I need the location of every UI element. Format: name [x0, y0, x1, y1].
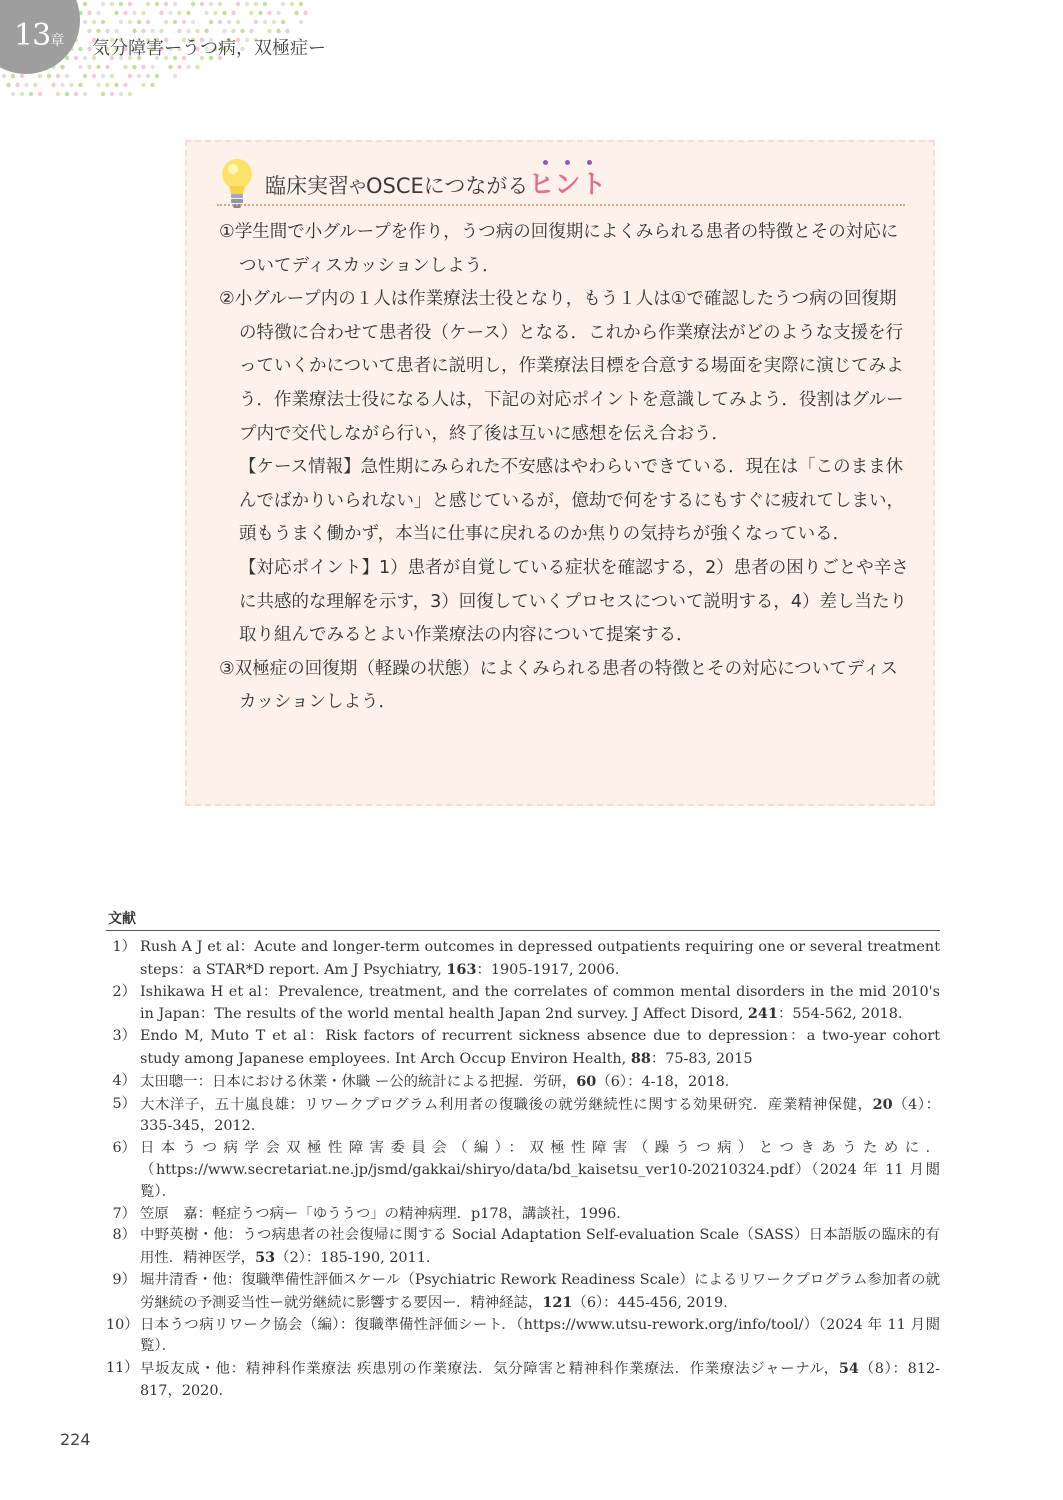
decor-dot — [173, 2, 177, 6]
reference-item — [106, 1358, 940, 1403]
decor-dot — [128, 20, 132, 24]
decor-dot — [290, 2, 294, 6]
chapter-kanji: 章 — [50, 33, 65, 49]
decor-dot — [173, 74, 177, 78]
decor-dot — [119, 20, 123, 24]
decor-dot — [236, 20, 240, 24]
decor-dot — [141, 29, 145, 33]
reference-pages: （6）：445-456, 2019. — [572, 1294, 728, 1311]
decor-dot — [105, 83, 109, 87]
decor-dot — [96, 65, 100, 69]
reference-number: 10） — [106, 1316, 139, 1333]
reference-item — [106, 1270, 940, 1315]
decor-dot — [182, 20, 186, 24]
decor-dot — [294, 11, 298, 15]
hint-body — [219, 216, 909, 720]
decor-dot — [263, 2, 267, 6]
decor-dot — [92, 74, 96, 78]
decor-dot — [101, 20, 105, 24]
decor-dot — [101, 2, 105, 6]
reference-item — [106, 1094, 940, 1139]
decor-dot — [96, 11, 100, 15]
decor-dot — [213, 11, 217, 15]
decor-dot — [141, 11, 145, 15]
decor-dot — [159, 11, 163, 15]
hint-title-particle: や — [349, 178, 366, 198]
reference-pages: （2）：185-190, 2011. — [275, 1250, 431, 1267]
decor-dot — [33, 83, 37, 87]
decor-dot — [146, 2, 150, 6]
decor-dot — [123, 83, 127, 87]
reference-pages: （6）：4-18，2018． — [596, 1073, 740, 1090]
decor-dot — [141, 65, 145, 69]
hint-divider — [217, 204, 905, 206]
decor-dot — [258, 11, 262, 15]
decor-dot — [87, 65, 91, 69]
decor-dot — [96, 83, 100, 87]
reference-text: Rush A J et al：Acute and longer-term outcomes in depressed outpatients requiring one or several treatment steps：a STAR*D report. Am J Psychiatry, — [140, 939, 940, 978]
decor-dot — [60, 83, 64, 87]
decor-dot — [168, 11, 172, 15]
reference-number: 7） — [112, 1205, 136, 1222]
decor-dot — [128, 2, 132, 6]
decor-dot — [87, 11, 91, 15]
decor-dot — [78, 65, 82, 69]
decor-dot — [132, 11, 136, 15]
decor-dot — [83, 56, 87, 60]
reference-item — [106, 1026, 940, 1071]
case-info: 【ケース情報】急性期にみられた不安感はやわらいできている．現在は「このまま休んでばかりいられない」と感じているが，億劫で何をするにもすぐに疲れてしまい，頭もうまく働かず，本当に仕事に戻れるのか焦りの気持ちが強くなっている． — [239, 457, 904, 545]
decor-dot — [110, 92, 114, 96]
decor-dot — [38, 92, 42, 96]
reference-number: 9） — [112, 1271, 136, 1288]
decor-dot — [186, 29, 190, 33]
hint-title-middle: OSCEにつながる — [366, 174, 529, 198]
chapter-label — [14, 18, 64, 53]
decor-dot — [24, 83, 28, 87]
decor-dot — [20, 74, 24, 78]
reference-pages: ：1905-1917, 2006. — [476, 961, 620, 978]
hint-item-1: ①学生間で小グループを作り，うつ病の回復期によくみられる患者の特徴とその対応についてディスカッションしよう． — [219, 222, 899, 276]
decor-dot — [11, 92, 15, 96]
reference-volume: 20 — [872, 1095, 893, 1113]
decor-dot — [186, 11, 190, 15]
decor-dot — [276, 29, 280, 33]
reference-text: 大木洋子，五十嵐良雄：リワークプログラム利用者の復職後の就労継続性に関する効果研究．産業精神保健， — [140, 1096, 873, 1113]
decor-dot — [141, 83, 145, 87]
decor-dot — [60, 65, 64, 69]
reference-item — [106, 1071, 940, 1094]
hint-title-emphasis-text: ヒント — [528, 170, 607, 200]
decor-dot — [83, 20, 87, 24]
decor-dot — [74, 92, 78, 96]
reference-pages: ：75-83, 2015 — [650, 1050, 753, 1067]
decor-dot — [227, 20, 231, 24]
decor-dot — [20, 92, 24, 96]
decor-dot — [236, 2, 240, 6]
reference-item — [106, 982, 940, 1027]
reference-number: 11） — [106, 1360, 139, 1377]
decor-dot — [254, 2, 258, 6]
decor-dot — [146, 20, 150, 24]
reference-number: 2） — [112, 983, 136, 1000]
running-title: 気分障害ーうつ病，双極症ー — [92, 38, 326, 59]
page-number: 224 — [60, 1430, 91, 1449]
reference-volume: 241 — [747, 1005, 778, 1023]
decor-dot — [263, 20, 267, 24]
hint-title-emphasis — [528, 170, 606, 200]
reference-number: 8） — [112, 1227, 136, 1244]
decor-dot — [155, 2, 159, 6]
decor-dot — [218, 20, 222, 24]
decor-dot — [6, 83, 10, 87]
decor-dot — [204, 11, 208, 15]
chapter-number: 13 — [14, 18, 51, 53]
decor-dot — [101, 92, 105, 96]
reference-pages: ：554-562, 2018. — [777, 1006, 903, 1023]
decor-dot — [164, 2, 168, 6]
reference-volume: 163 — [446, 960, 477, 978]
reference-volume: 88 — [630, 1049, 651, 1067]
reference-text: 日本うつ病リワーク協会（編）：復職準備性評価シート．（https://www.utsu-rework.org/info/tool/）（2024 年 11 月閲覧）． — [140, 1316, 940, 1355]
decor-dot — [105, 29, 109, 33]
decor-dot — [267, 29, 271, 33]
reference-text: Ishikawa H et al：Prevalence, treatment, and the correlates of common mental disorders in the mid 2010's in Japan：The results of the world mental health Japan 2nd survey. J Affect Disord, — [140, 983, 940, 1023]
decor-dot — [137, 74, 141, 78]
reference-item — [106, 1225, 940, 1270]
decor-dot — [249, 11, 253, 15]
decor-dot — [29, 92, 33, 96]
decor-dot — [204, 29, 208, 33]
hint-title — [265, 164, 606, 201]
decor-dot — [128, 92, 132, 96]
decor-dot — [83, 2, 87, 6]
reference-pages: （8）：812-817，2020． — [140, 1361, 940, 1399]
decor-dot — [276, 11, 280, 15]
decor-dot — [78, 83, 82, 87]
decor-dot — [209, 2, 213, 6]
decor-dot — [110, 74, 114, 78]
hint-title-prefix: 臨床実習や — [265, 174, 366, 198]
decor-dot — [123, 65, 127, 69]
references-list — [106, 937, 940, 1403]
reference-volume: 53 — [255, 1249, 276, 1267]
reference-text: 中野英樹・他：うつ病患者の社会復帰に関する Social Adaptation Self-evaluation Scale（SASS）日本語版の臨床的有用性．精神医学， — [140, 1227, 940, 1267]
reference-volume: 121 — [542, 1293, 573, 1311]
decor-dot — [254, 20, 258, 24]
decor-dot — [56, 74, 60, 78]
decor-dot — [164, 20, 168, 24]
decor-dot — [245, 2, 249, 6]
reference-volume: 54 — [838, 1360, 859, 1378]
decor-dot — [240, 29, 244, 33]
reference-text: 太田聰一：日本における休業・休職 ー公的統計による把握．労研， — [140, 1073, 577, 1090]
decor-dot — [114, 29, 118, 33]
reference-item — [106, 1204, 940, 1226]
decor-dot — [128, 74, 132, 78]
decor-dot — [69, 83, 73, 87]
decor-dot — [222, 11, 226, 15]
decor-dot — [2, 74, 6, 78]
decor-dot — [177, 29, 181, 33]
decor-dot — [96, 29, 100, 33]
reference-text: 日本うつ病学会双極性障害委員会（編）：双極性障害（躁うつ病）とつきあうために．（https://www.secretariat.ne.jp/jsmd/gakkai/shiryo/data/bd_kaisetsu_ver10-20210324.pdf）（2024 年 11 月閲覧）． — [140, 1140, 940, 1200]
decor-dot — [195, 65, 199, 69]
decor-dot — [168, 65, 172, 69]
response-points: 【対応ポイント】1）患者が自覚している症状を確認する，2）患者の困りごとや辛さに共感的な理解を示す，3）回復していくプロセスについて説明する，4）差し当たり取り組んでみるとよい作業療法の内容について提案する． — [239, 557, 909, 646]
decor-dot — [114, 11, 118, 15]
decor-dot — [101, 74, 105, 78]
reference-text: 笠原 嘉：軽症うつ病ー「ゆううつ」の精神病理．p178，講談社，1996． — [140, 1205, 631, 1222]
reference-text: 早坂友成・他：精神科作業療法 疾患別の作業療法．気分障害と精神科作業療法．作業療法ジャーナル， — [140, 1361, 839, 1378]
decor-dot — [114, 83, 118, 87]
decor-dot — [285, 29, 289, 33]
decor-dot — [173, 20, 177, 24]
decor-dot — [132, 29, 136, 33]
decor-dot — [195, 29, 199, 33]
decor-dot — [231, 29, 235, 33]
decor-dot — [222, 29, 226, 33]
reference-number: 1） — [112, 939, 136, 955]
decor-dot — [146, 74, 150, 78]
decor-dot — [56, 92, 60, 96]
decor-dot — [231, 11, 235, 15]
decor-dot — [132, 65, 136, 69]
decor-dot — [65, 92, 69, 96]
decor-dot — [150, 65, 154, 69]
hint-box — [185, 140, 935, 806]
decor-dot — [281, 20, 285, 24]
decor-dot — [150, 29, 154, 33]
decor-dot — [65, 74, 69, 78]
decor-dot — [123, 11, 127, 15]
decor-dot — [249, 29, 253, 33]
decor-dot — [105, 65, 109, 69]
decor-dot — [155, 74, 159, 78]
reference-text: Endo M, Muto T et al：Risk factors of recurrent sickness absence due to depression：a two-year cohort study among Japanese employees. Int Arch Occup Environ Health, — [140, 1028, 940, 1067]
decor-dot — [186, 65, 190, 69]
references-divider — [106, 930, 940, 931]
decor-dot — [177, 65, 181, 69]
reference-number: 4） — [112, 1072, 136, 1089]
decor-dot — [299, 20, 303, 24]
hint-item-3: ③双極症の回復期（軽躁の状態）によくみられる患者の特徴とその対応についてディスカッションしよう． — [219, 658, 898, 713]
decor-dot — [303, 11, 307, 15]
reference-item — [106, 1315, 940, 1359]
decor-dot — [92, 20, 96, 24]
reference-number: 6） — [112, 1140, 136, 1157]
decor-dot — [15, 83, 19, 87]
decor-dot — [299, 2, 303, 6]
decor-dot — [110, 2, 114, 6]
reference-pages: （4）：335-345，2012． — [140, 1096, 940, 1135]
decor-dot — [272, 20, 276, 24]
decor-dot — [137, 20, 141, 24]
reference-number: 3） — [112, 1028, 136, 1045]
decor-dot — [177, 11, 181, 15]
reference-item — [106, 937, 940, 982]
decor-dot — [74, 56, 78, 60]
decor-dot — [281, 2, 285, 6]
reference-item — [106, 1138, 940, 1203]
reference-number: 5） — [112, 1095, 136, 1112]
decor-dot — [38, 74, 42, 78]
decor-dot — [119, 2, 123, 6]
decor-dot — [78, 47, 82, 51]
decor-dot — [51, 83, 55, 87]
hint-item-2: ②小グループ内の１人は作業療法士役となり，もう１人は①で確認したうつ病の回復期の特徴に合わせて患者役（ケース）となる．これから作業療法がどのような支援を行っていくかについて患者に説明し，作業療法目標を合意する場面を実際に演じてみよう．作業療法士役になる人は，下記の対応ポイントを意識してみよう．役割はグループ内で交代しながら行い，終了後は互いに感想を伝え合おう． — [219, 289, 904, 444]
decor-dot — [119, 92, 123, 96]
decor-dot — [191, 20, 195, 24]
references-heading: 文献 — [108, 911, 136, 927]
decor-dot — [200, 2, 204, 6]
lightbulb-icon — [219, 154, 255, 210]
decor-dot — [83, 74, 87, 78]
decor-dot — [209, 20, 213, 24]
decor-dot — [83, 92, 87, 96]
decor-dot — [159, 29, 163, 33]
decor-dot — [150, 83, 154, 87]
decor-dot — [11, 74, 15, 78]
emphasis-dots — [528, 160, 606, 166]
reference-text: 堀井清香・他：復職準備性評価スケール（Psychiatric Rework Readiness Scale）によるリワークプログラム参加者の就労継続の予測妥当性ー就労継続に影響する要因ー．精神経誌， — [140, 1271, 940, 1311]
decor-dot — [218, 2, 222, 6]
reference-volume: 60 — [576, 1072, 597, 1090]
decor-dot — [47, 74, 51, 78]
decor-dot — [267, 11, 271, 15]
decor-dot — [191, 2, 195, 6]
decor-dot — [87, 29, 91, 33]
